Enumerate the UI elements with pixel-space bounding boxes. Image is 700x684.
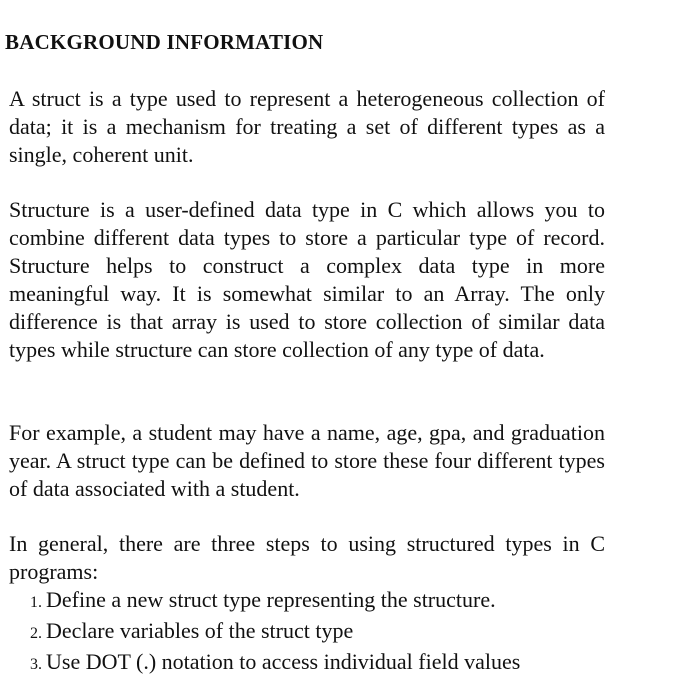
step-text: Use DOT (.) notation to access individual field values — [46, 649, 521, 674]
list-item — [30, 586, 520, 617]
steps-list — [30, 586, 520, 679]
step-number: 1. — [30, 594, 42, 611]
step-text: Define a new struct type representing the structure. — [46, 587, 496, 612]
section-heading: BACKGROUND INFORMATION — [5, 30, 324, 54]
paragraph-steps-intro: In general, there are three steps to using structured types in C programs: — [9, 531, 605, 584]
list-item — [30, 617, 520, 648]
step-number: 3. — [30, 656, 42, 673]
step-number: 2. — [30, 625, 42, 642]
list-item — [30, 648, 520, 679]
paragraph-struct-definition: A struct is a type used to represent a heterogeneous collection of data; it is a mechanism for treating a set of different types as a single, coherent unit. — [9, 86, 605, 167]
paragraph-student-example: For example, a student may have a name, age, gpa, and graduation year. A struct type can be defined to store these four different types of data associated with a student. — [9, 420, 605, 501]
step-text: Declare variables of the struct type — [46, 618, 354, 643]
paragraph-structure-description: Structure is a user-defined data type in C which allows you to combine different data types to store a particular type of record. Structure helps to construct a complex data type in more meaningful way. It is somewhat similar to an Array. The only difference is that array is used to store collection of similar data types while structure can store collection of any type of data. — [9, 197, 605, 362]
